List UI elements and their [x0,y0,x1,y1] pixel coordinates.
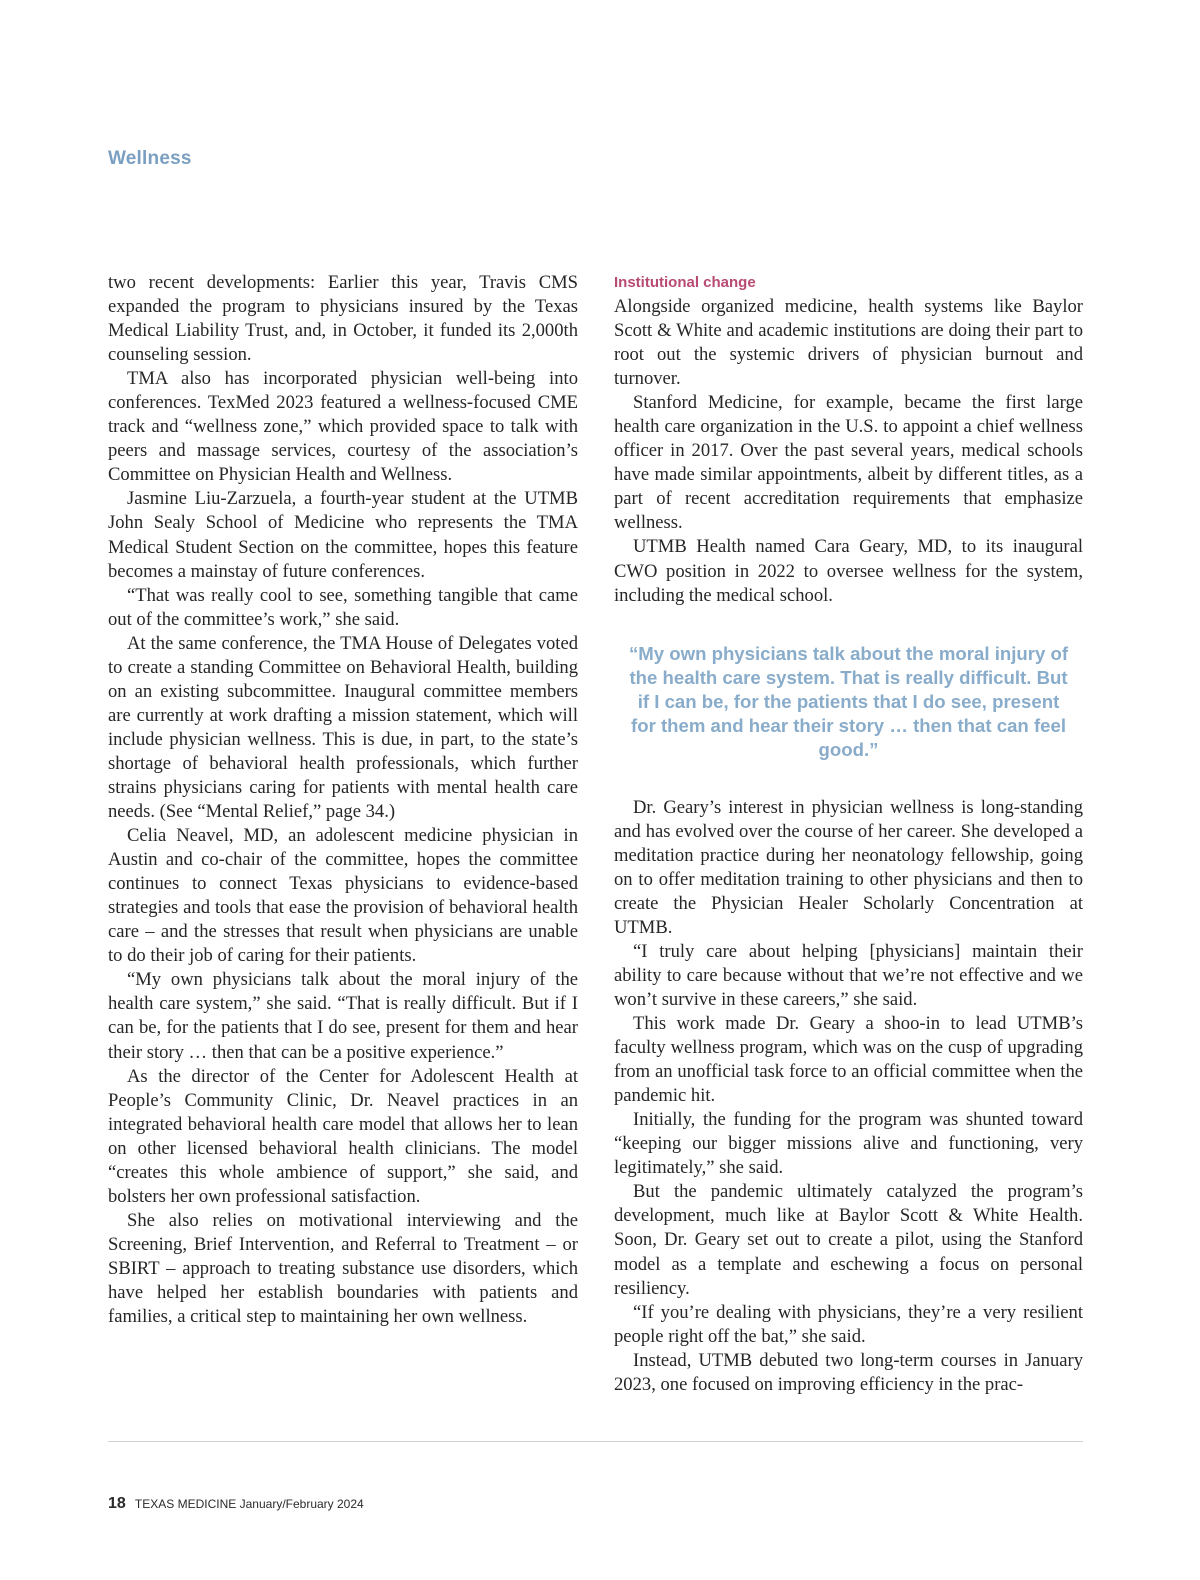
right-column [614,271,1083,1397]
page-footer [108,1495,364,1513]
paragraph: UTMB Health named Cara Geary, MD, to its inaugural CWO position in 2022 to oversee wellness for the system, including the medical school. [614,536,1083,606]
paragraph: Stanford Medicine, for example, became the first large health care organization in the U.S. to appoint a chief wellness officer in 2017. Over the past several years, medical schools have made similar appointments, albeit by different titles, as a part of recent accreditation requirements that emphasize wellness. [614,392,1083,534]
paragraph: But the pandemic ultimately catalyzed the program’s development, much like at Baylor Scott & White Health. Soon, Dr. Geary set out to create a pilot, using the Stanford model as a template and eschewing a focus on personal resiliency. [614,1181,1083,1299]
paragraph: TMA also has incorporated physician well-being into conferences. TexMed 2023 featured a wellness-focused CME track and “wellness zone,” which provided space to talk with peers and massage services, courtesy of the association’s Committee on Physician Health and Wellness. [108,368,578,486]
left-column [108,271,578,1329]
paragraph: “My own physicians talk about the moral injury of the health care system,” she said. “That is really difficult. But if I can be, for the patients that I do see, present for them and hear their story … then that can be a positive experience.” [108,969,578,1063]
paragraph: Dr. Geary’s interest in physician wellness is long-standing and has evolved over the course of her career. She developed a meditation practice during her neonatology fellowship, going on to offer meditation training to other physicians and then to create the Physician Healer Scholarly Concentration at UTMB. [614,796,1083,938]
paragraph: Alongside organized medicine, health systems like Baylor Scott & White and academic institutions are doing their part to root out the systemic drivers of physician burnout and turnover. [614,296,1083,390]
issue-date: January/February 2024 [239,1497,364,1511]
paragraph: This work made Dr. Geary a shoo-in to lead UTMB’s faculty wellness program, which was on the cusp of upgrading from an unofficial task force to an official committee when the pandemic hit. [614,1013,1083,1107]
paragraph: Celia Neavel, MD, an adolescent medicine physician in Austin and co-chair of the committee, hopes the committee continues to connect Texas physicians to evidence-based strategies and tools that ease the provision of behavioral health care – and the stresses that result when physicians are unable to do their job of caring for their patients. [108,825,578,967]
section-label: Wellness [108,148,192,169]
paragraph: Jasmine Liu-Zarzuela, a fourth-year student at the UTMB John Sealy School of Medicine who represents the TMA Medical Student Section on the committee, hopes this feature becomes a mainstay of future conferences. [108,488,578,582]
paragraph: “I truly care about helping [physicians] maintain their ability to care because without that we’re not effective and we won’t survive in these careers,” she said. [614,940,1083,1010]
paragraph: “That was really cool to see, something tangible that came out of the committee’s work,” she said. [108,584,578,630]
paragraph: At the same conference, the TMA House of Delegates voted to create a standing Committee on Behavioral Health, building on an existing subcommittee. Inaugural committee members are currently at work drafting a mission statement, which will include physician wellness. This is due, in part, to the state’s shortage of behavioral health professionals, which further strains physicians caring for patients with mental health care needs. (See “Mental Relief,” page 34.) [108,632,578,823]
paragraph: two recent developments: Earlier this year, Travis CMS expanded the program to physicians insured by the Texas Medical Liability Trust, and, in October, it funded its 2,000th counseling session. [108,272,578,366]
paragraph: Instead, UTMB debuted two long-term courses in January 2023, one focused on improving efficiency in the prac- [614,1349,1083,1395]
pull-quote: “My own physicians talk about the moral injury of the health care system. That is really difficult. But if I can be, for the patients that I do see, present for them and hear their story … then that can feel good.” [628,642,1069,760]
footer-divider [108,1441,1083,1442]
paragraph: She also relies on motivational interviewing and the Screening, Brief Intervention, and Referral to Treatment – or SBIRT – approach to treating substance use disorders, which have helped her establish boundaries with patients and families, a critical step to maintaining her own wellness. [108,1209,578,1328]
paragraph: Initially, the funding for the program was shunted toward “keeping our bigger missions alive and functioning, very legitimately,” she said. [614,1109,1083,1179]
paragraph: As the director of the Center for Adolescent Health at People’s Community Clinic, Dr. Neavel practices in an integrated behavioral health care model that allows her to lean on other licensed behavioral health clinicians. The model “creates this whole ambience of support,” she said, and bolsters her own professional satisfaction. [108,1065,578,1207]
publication-name: TEXAS MEDICINE [134,1497,237,1511]
page-number: 18 [108,1495,126,1512]
paragraph: “If you’re dealing with physicians, they’re a very resilient people right off the bat,” she said. [614,1301,1083,1347]
subhead: Institutional change [614,274,756,291]
